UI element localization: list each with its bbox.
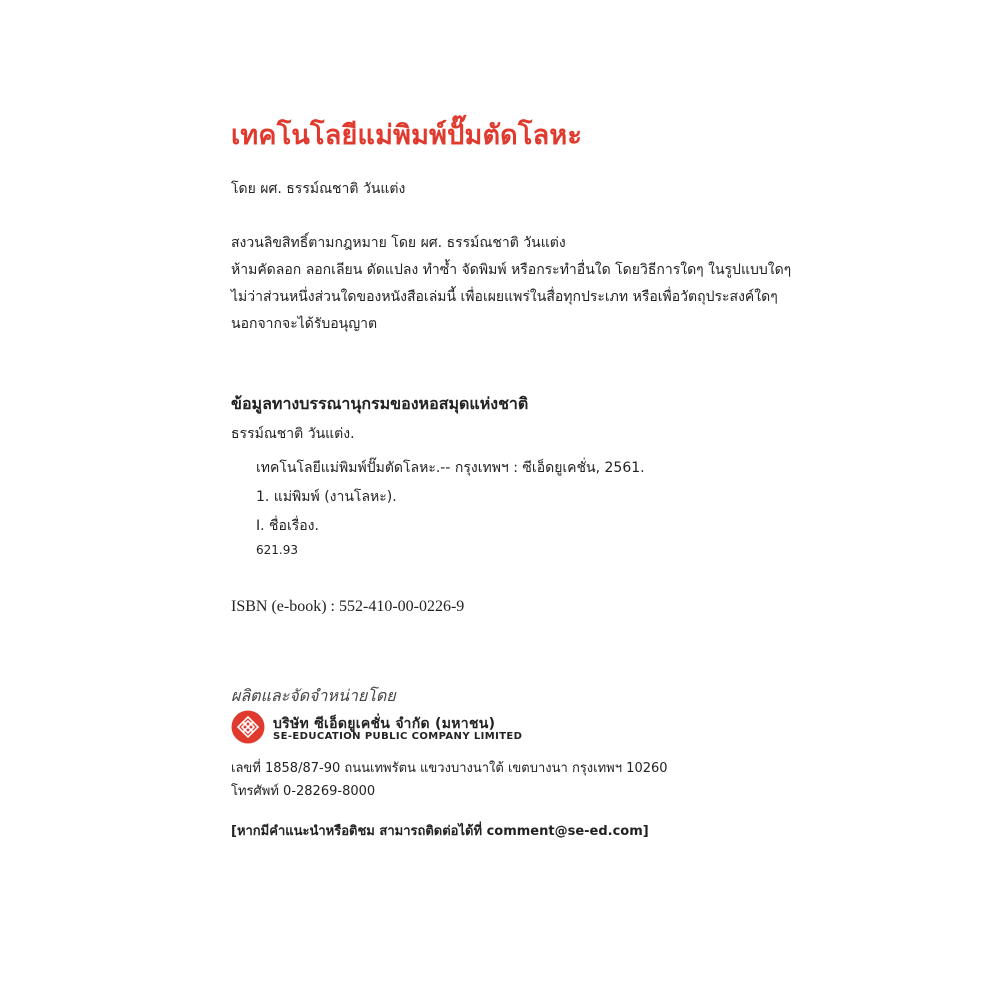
- copyright-line: ห้ามคัดลอก ลอกเลียน ดัดแปลง ทำซ้ำ จัดพิมพ์ หรือกระทำอื่นใด โดยวิธีการใดๆ ในรูปแบบใดๆ: [231, 262, 792, 278]
- cip-author: ธรรม์ณชาติ วันแต่ง.: [231, 426, 355, 442]
- se-ed-logo-icon: [231, 710, 265, 744]
- cip-subject: 1. แม่พิมพ์ (งานโลหะ).: [256, 489, 397, 505]
- company-name-th: บริษัท ซีเอ็ดยูเคชั่น จำกัด (มหาชน): [273, 716, 496, 732]
- isbn: ISBN (e-book) : 552-410-00-0226-9: [231, 598, 465, 615]
- company-address: เลขที่ 1858/87-90 ถนนเทพรัตน แขวงบางนาใต้ เขตบางนา กรุงเทพฯ 10260: [231, 761, 668, 776]
- cip-heading: ข้อมูลทางบรรณานุกรมของหอสมุดแห่งชาติ: [231, 394, 529, 413]
- feedback-contact: [หากมีคำแนะนำหรือติชม สามารถติดต่อได้ที่ comment@se-ed.com]: [231, 824, 649, 839]
- cip-entry: เทคโนโลยีแม่พิมพ์ปั๊มตัดโลหะ.-- กรุงเทพฯ : ซีเอ็ดยูเคชั่น, 2561.: [256, 460, 645, 476]
- copyright-line: สงวนลิขสิทธิ์ตามกฎหมาย โดย ผศ. ธรรม์ณชาติ วันแต่ง: [231, 235, 566, 251]
- company-name-en: SE-EDUCATION PUBLIC COMPANY LIMITED: [273, 731, 523, 742]
- producer-label: ผลิตและจัดจำหน่ายโดย: [231, 686, 396, 705]
- company-phone: โทรศัพท์ 0-28269-8000: [231, 784, 376, 799]
- cip-title-ref: I. ชื่อเรื่อง.: [256, 518, 319, 534]
- book-byline: โดย ผศ. ธรรม์ณชาติ วันแต่ง: [231, 181, 406, 197]
- cip-classification: 621.93: [256, 543, 298, 557]
- copyright-notice: [231, 230, 791, 338]
- copyright-line: ไม่ว่าส่วนหนึ่งส่วนใดของหนังสือเล่มนี้ เพื่อเผยแพร่ในสื่อทุกประเภท หรือเพื่อวัตถุประสงค์ใดๆ: [231, 289, 778, 305]
- book-title: เทคโนโลยีแม่พิมพ์ปั๊มตัดโลหะ: [231, 120, 583, 151]
- copyright-line: นอกจากจะได้รับอนุญาต: [231, 316, 378, 332]
